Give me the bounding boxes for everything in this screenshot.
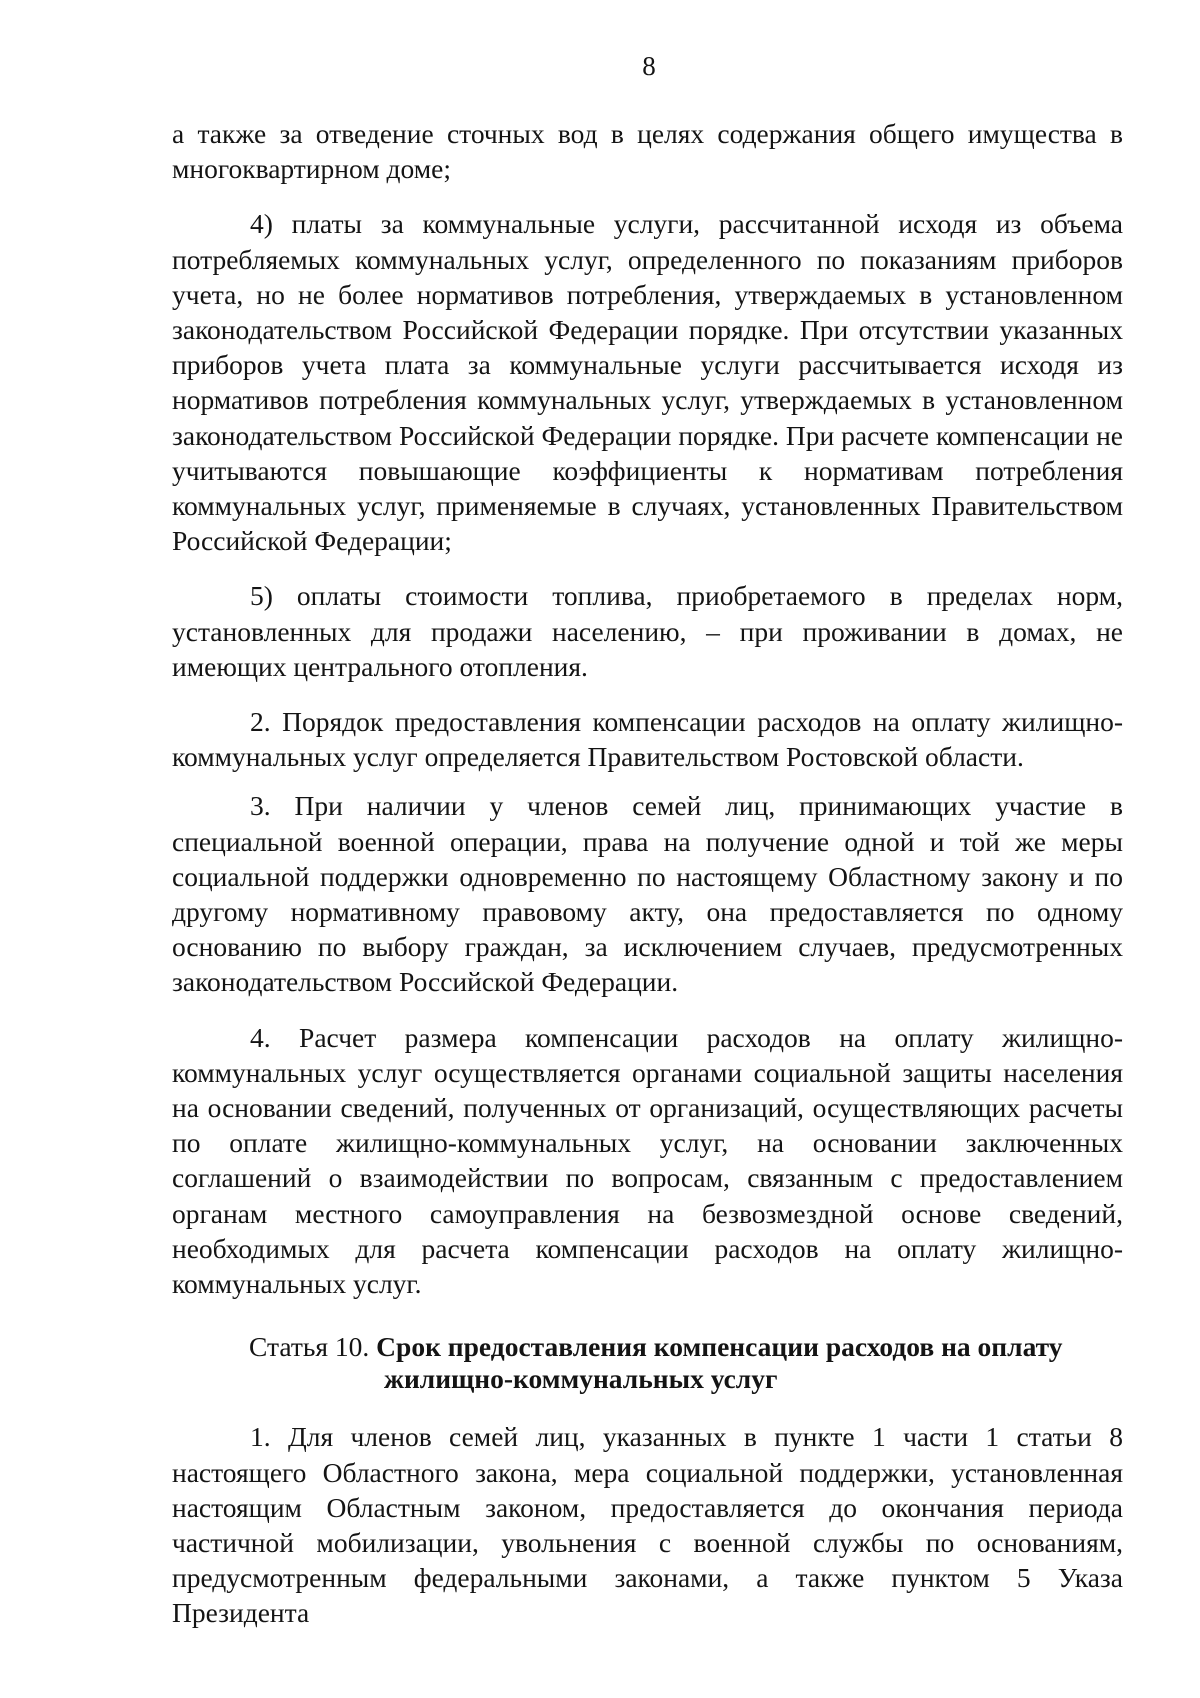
- paragraph-part-4: 4. Расчет размера компенсации расходов на оплату жилищно-коммунальных услуг осуществляется органами социальной защиты населения на основании сведений, полученных от организаций, осуществляющих расчеты по оплате жилищно-коммунальных услуг, на основании заключенных соглашений о взаимодействии по вопросам, связанным с предоставлением органам местного самоуправления на безвозмездной основе сведений, необходимых для расчета компенсации расходов на оплату жилищно-коммунальных услуг.: [172, 1021, 1123, 1300]
- paragraph-item-5: 5) оплаты стоимости топлива, приобретаемого в пределах норм, установленных для продажи населению, – при проживании в домах, не имеющих центрального отопления.: [172, 580, 1123, 682]
- paragraph-part-3: 3. При наличии у членов семей лиц, принимающих участие в специальной военной операции, права на получение одной и той же меры социальной поддержки одновременно по настоящему Областному закону и по другому нормативному правовому акту, она предоставляется по одному основанию по выбору граждан, за исключением случаев, предусмотренных законодательством Российской Федерации.: [172, 790, 1123, 998]
- article-title-line1: Срок предоставления компенсации расходов на оплату: [376, 1331, 1063, 1363]
- paragraph-continuation: а также за отведение сточных вод в целях содержания общего имущества в многоквартирном доме;: [172, 118, 1123, 185]
- document-body: [172, 116, 1123, 1631]
- article-heading: [172, 1331, 1123, 1395]
- article-title-line2: жилищно-коммунальных услуг: [384, 1363, 778, 1395]
- paragraph-article10-part-1: 1. Для членов семей лиц, указанных в пункте 1 части 1 статьи 8 настоящего Областного закона, мера социальной поддержки, установленная настоящим Областным законом, предоставляется до окончания периода частичной мобилизации, увольнения с военной службы по основаниям, предусмотренным федеральными законами, а также пунктом 5 Указа Президента: [172, 1421, 1123, 1629]
- article-label: Статья 10.: [249, 1331, 370, 1363]
- page-number: 8: [642, 51, 656, 81]
- paragraph-item-4: 4) платы за коммунальные услуги, рассчитанной исходя из объема потребляемых коммунальных услуг, определенного по показаниям приборов учета, но не более нормативов потребления, утверждаемых в установленном законодательством Российской Федерации порядке. При отсутствии указанных приборов учета плата за коммунальные услуги рассчитывается исходя из нормативов потребления коммунальных услуг, утверждаемых в установленном законодательством Российской Федерации порядке. При расчете компенсации не учитываются повышающие коэффициенты к нормативам потребления коммунальных услуг, применяемые в случаях, установленных Правительством Российской Федерации;: [172, 208, 1123, 557]
- paragraph-part-2: 2. Порядок предоставления компенсации расходов на оплату жилищно-коммунальных услуг определяется Правительством Ростовской области.: [172, 706, 1123, 773]
